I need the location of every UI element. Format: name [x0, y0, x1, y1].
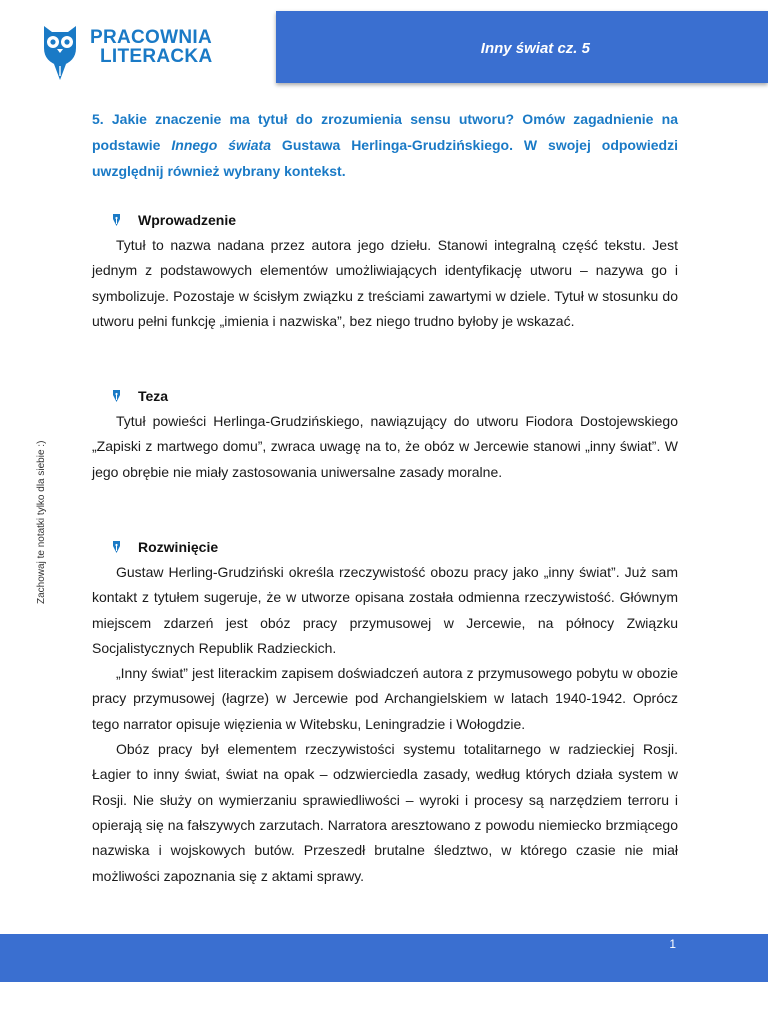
paragraph: Obóz pracy był elementem rzeczywistości systemu totalitarnego w radzieckiej Rosji. Łagier to inny świat, świat na opak – odzwierciedla zasady, według których działa system w Rosji. Nie służy on wymierzaniu sprawiedliwości – wyroki i procesy są narzędziem terroru i opierają się na fałszywych zarzutach. Narratora aresztowano z powodu niemiecko brzmiącego nazwiska i wojskowych butów. Przeszedł brutalne śledztwo, w którego czasie nie miał możliwości zapoznania się z aktami sprawy. [92, 741, 678, 884]
owl-logo-icon [40, 22, 80, 82]
paragraph: Gustaw Herling-Grudziński określa rzeczywistość obozu pracy jako „inny świat”. Już sam kontakt z tytułem sugeruje, że w utworze opisana została odmienna rzeczywistość. Głównym miejscem zdarzeń jest obóz pracy przymusowej w Jercewie, na północy Związku Socjalistycznych Republik Radzieckich. [92, 564, 678, 656]
paragraph: Tytuł powieści Herlinga-Grudzińskiego, nawiązujący do utworu Fiodora Dostojewskiego „Zapiski z martwego domu”, zwraca uwagę na to, że obóz w Jercewie stanowi „inny świat”. W jego obrębie nie miały zastosowania uniwersalne zasady moralne. [92, 413, 678, 480]
paragraph: „Inny świat” jest literackim zapisem doświadczeń autora z przymusowego pobytu w obozie pracy przymusowej (łagrze) w Jercewie pod Archangielskiem w latach 1940-1942. Oprócz tego narrator opisuje więzienia w Witebsku, Leningradzie i Wołogdzie. [92, 665, 678, 732]
section-heading-label: Rozwinięcie [138, 539, 219, 555]
document-title: Inny świat cz. 5 [480, 40, 590, 57]
page-number: 1 [669, 937, 676, 951]
section-heading-label: Teza [138, 388, 169, 404]
question-part-2: Gustawa Herlinga-Grudzińskiego. W swojej odpowiedzi uwzględnij również wybrany kontekst. [92, 137, 678, 179]
logo-line-2: LITERACKA [100, 46, 213, 67]
pen-nib-icon [112, 389, 130, 403]
section-introduction [92, 207, 678, 334]
question-text [92, 106, 678, 184]
section-heading [92, 383, 678, 409]
logo-line-1: PRACOWNIA [90, 27, 212, 48]
logo-text [90, 28, 212, 66]
section-heading-label: Wprowadzenie [138, 212, 237, 228]
pen-nib-icon [112, 213, 130, 227]
footer-bar [0, 934, 768, 982]
section-development [92, 534, 678, 889]
section-thesis [92, 383, 678, 485]
section-heading [92, 207, 678, 233]
paragraph: Tytuł to nazwa nadana przez autora jego dziełu. Stanowi integralną część tekstu. Jest jednym z podstawowych elementów umożliwiających identyfikację utworu – nazywa go i symbolizuje. Pozostaje w ścisłym związku z treściami zawartymi w dziele. Tytuł w stosunku do utworu pełni funkcję „imienia i nazwiska”, bez niego trudno byłoby je wskazać. [92, 237, 678, 329]
question-italic-title: Innego świata [171, 137, 271, 153]
section-heading [92, 534, 678, 560]
side-note: Zachowaj te notatki tylko dla siebie :) [36, 440, 47, 604]
pen-nib-icon [112, 540, 130, 554]
logo [40, 22, 240, 82]
question-part-1: 5. Jakie znaczenie ma tytuł do zrozumienia sensu utworu? Omów zagadnienie na podstawie [92, 111, 678, 153]
